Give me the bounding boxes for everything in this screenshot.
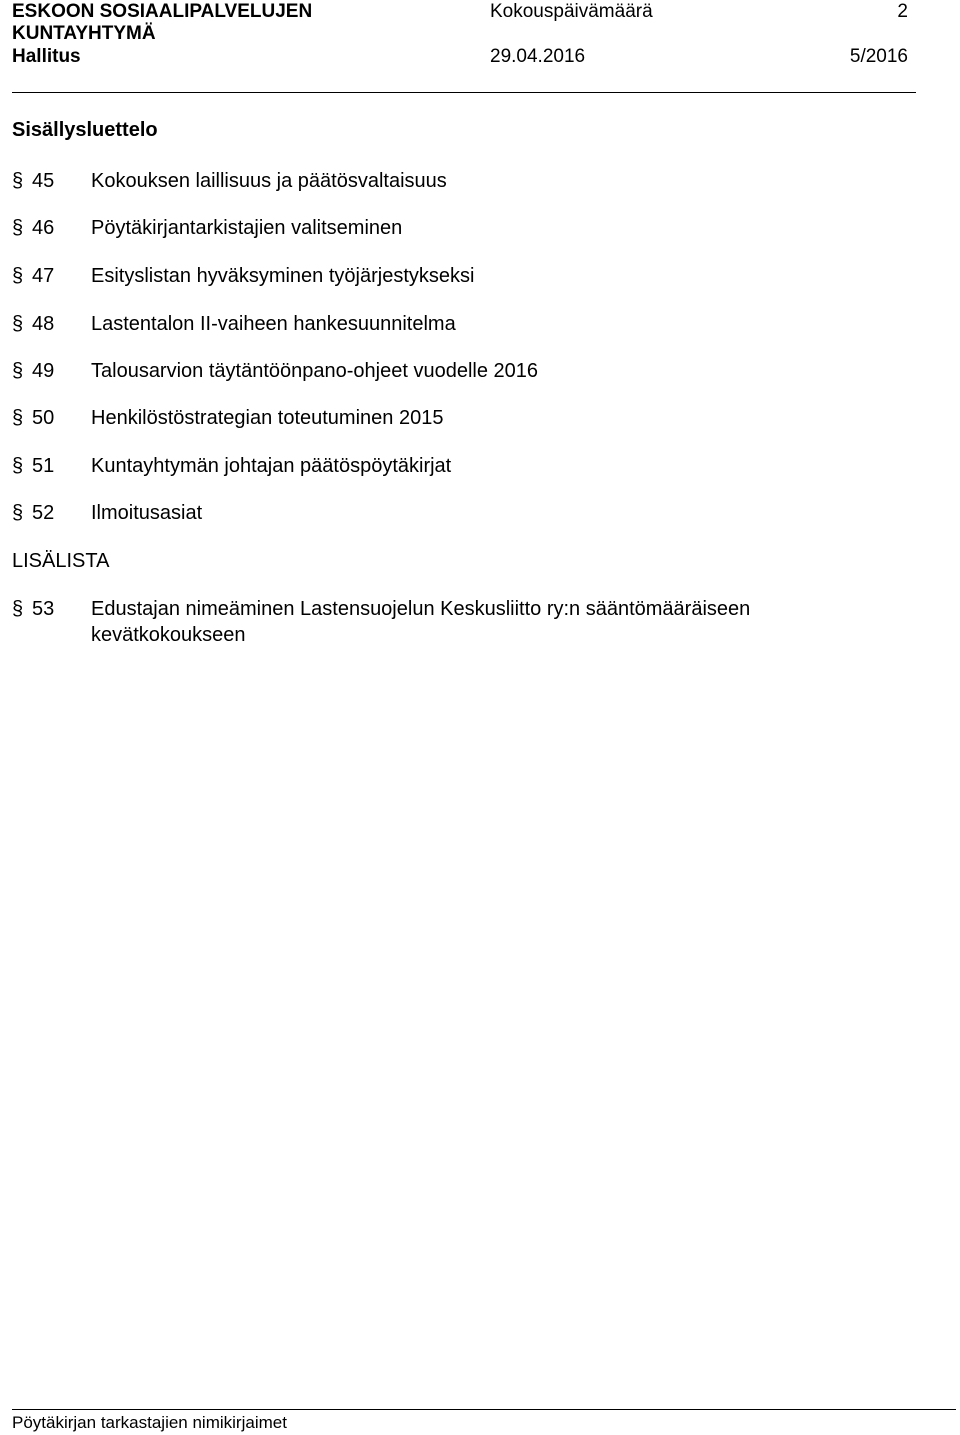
meeting-date-label: Kokouspäivämäärä [490,1,653,22]
section-number: 51 [32,455,55,477]
footer-divider [12,1409,956,1410]
governing-body: Hallitus [12,46,81,67]
section-sign: § [12,265,24,287]
header-divider [12,92,916,93]
toc-title: Sisällysluettelo [12,119,158,141]
section-number: 47 [32,265,55,287]
section-sign: § [12,313,24,335]
organization-name: ESKOON SOSIAALIPALVELUJEN [12,1,313,22]
section-sign: § [12,360,24,382]
section-title: Edustajan nimeäminen Lastensuojelun Keskusliitto ry:n sääntömääräiseen kevätkokoukseen [91,598,751,646]
section-number: 49 [32,360,55,382]
supplementary-list-heading: LISÄLISTA [12,550,110,572]
section-sign: § [12,455,24,477]
section-sign: § [12,598,24,620]
section-sign: § [12,502,24,524]
meeting-number: 5/2016 [849,46,908,67]
meeting-date: 29.04.2016 [490,46,586,67]
section-title: Pöytäkirjantarkistajien valitseminen [91,217,403,239]
organization-name-line2: KUNTAYHTYMÄ [12,23,156,44]
page-number: 2 [897,1,908,22]
section-number: 53 [32,598,55,620]
section-title: Esityslistan hyväksyminen työjärjestykseksi [91,265,475,287]
section-sign: § [12,407,24,429]
section-title: Talousarvion täytäntöönpano-ohjeet vuodelle 2016 [91,360,539,382]
section-title: Henkilöstöstrategian toteutuminen 2015 [91,407,444,429]
section-title: Kuntayhtymän johtajan päätöspöytäkirjat [91,455,452,477]
section-number: 48 [32,313,55,335]
section-title: Ilmoitusasiat [91,502,203,524]
section-number: 50 [32,407,55,429]
section-title: Lastentalon II-vaiheen hankesuunnitelma [91,313,456,335]
section-sign: § [12,217,24,239]
section-number: 52 [32,502,55,524]
footer-initials-label: Pöytäkirjan tarkastajien nimikirjaimet [12,1413,287,1432]
section-sign: § [12,170,24,192]
section-number: 45 [32,170,55,192]
section-title: Kokouksen laillisuus ja päätösvaltaisuus [91,170,447,192]
section-number: 46 [32,217,55,239]
